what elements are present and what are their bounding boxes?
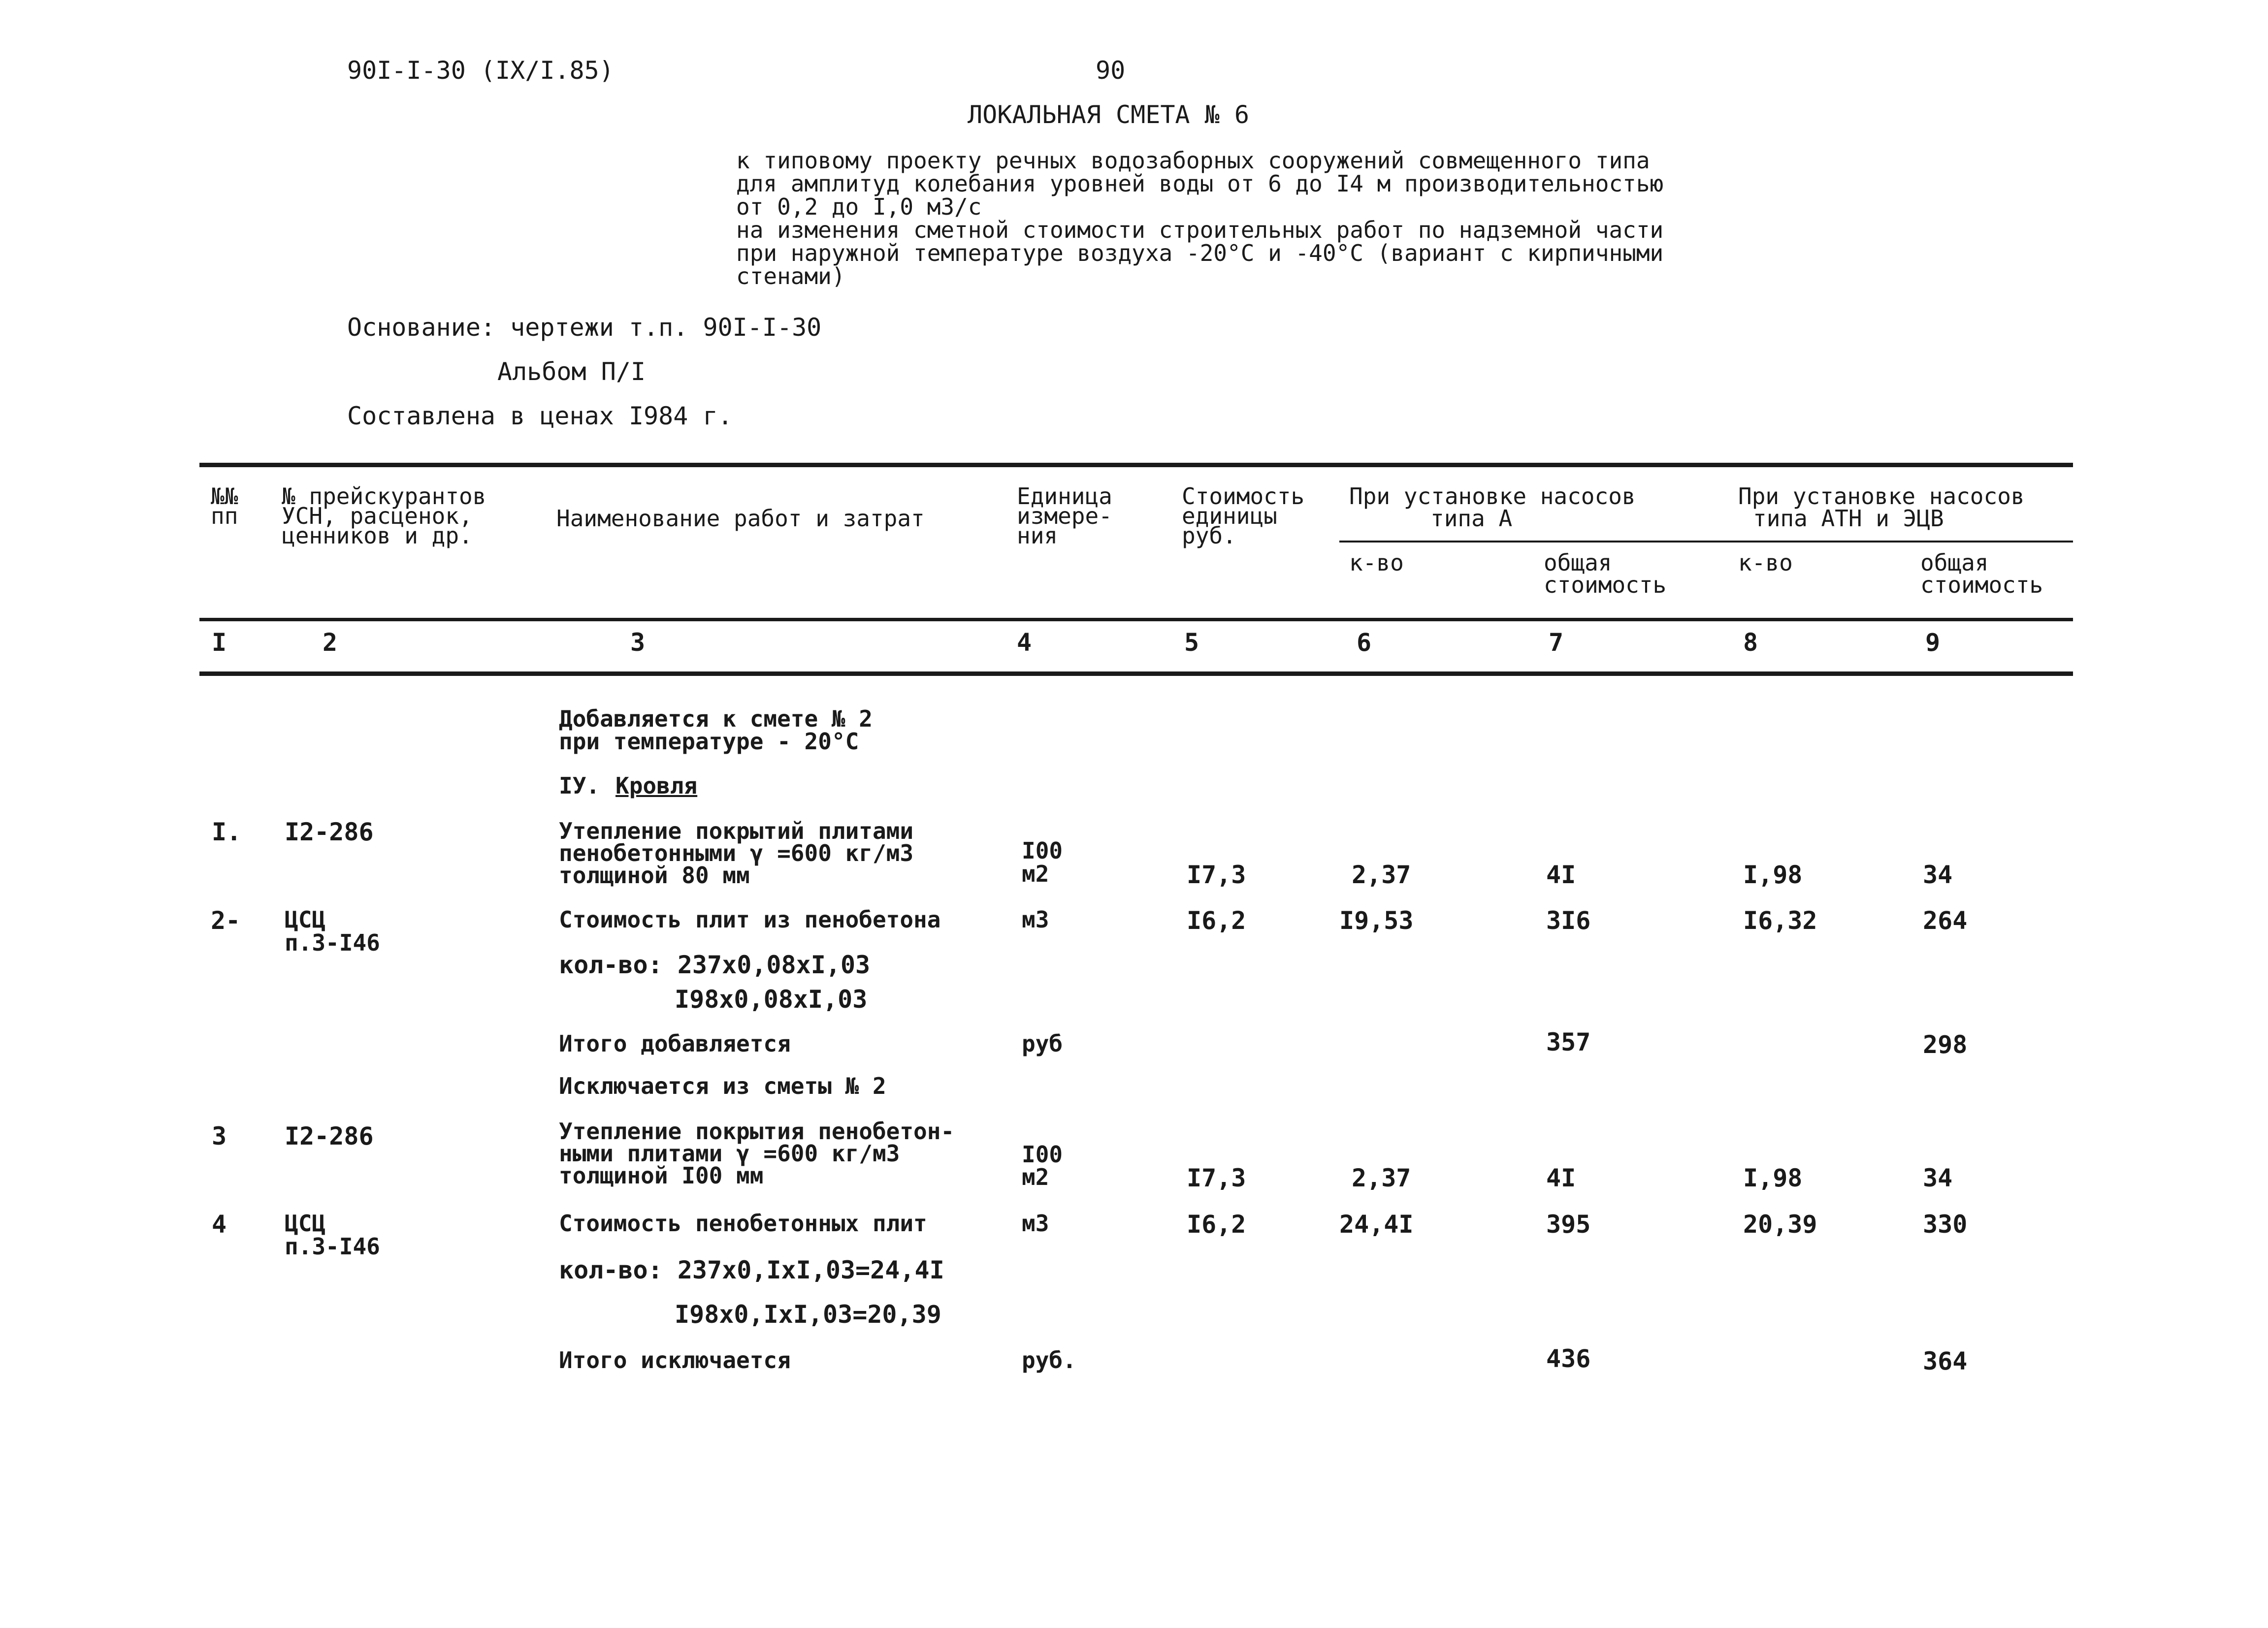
header-group-b-2: типа АТН и ЭЦВ xyxy=(1753,505,1944,532)
subtotal-total-a: 436 xyxy=(1546,1344,1591,1373)
row-total-a: 4I xyxy=(1546,1164,1576,1192)
row-qty-a: 2,37 xyxy=(1352,1164,1411,1192)
column-number: 4 xyxy=(1017,628,1032,657)
section-heading-number: IУ. xyxy=(559,772,600,799)
row-name: Утепление покрытий плитами xyxy=(559,818,914,844)
document-title: ЛОКАЛЬНАЯ СМЕТА № 6 xyxy=(968,100,1249,129)
section-added-title: Добавляется к смете № 2 xyxy=(559,705,873,732)
row-code: ЦСЦ xyxy=(285,906,326,933)
header-pricelist: № прейскурантов xyxy=(282,483,486,510)
prices-line: Составлена в ценах I984 г. xyxy=(347,402,733,430)
header-group-b: При установке насосов xyxy=(1738,483,2025,510)
subtitle-line-3: от 0,2 до I,0 м3/с xyxy=(736,193,982,220)
row-qty-b: I,98 xyxy=(1743,1164,1803,1192)
header-group-a-2: типа А xyxy=(1430,505,1513,532)
quantity-calculation-2: I98х0,IхI,03=20,39 xyxy=(675,1300,941,1329)
row-qty-b: 20,39 xyxy=(1743,1210,1817,1239)
row-unit-price: I6,2 xyxy=(1187,1210,1246,1239)
row-number: I. xyxy=(212,818,242,846)
column-number: 5 xyxy=(1184,628,1199,657)
quantity-calculation: кол-во: 237х0,IхI,03=24,4I xyxy=(559,1256,944,1284)
row-total-b: 34 xyxy=(1923,861,1953,889)
header-unit-cost: Стоимость xyxy=(1182,483,1305,510)
header-unit-cost-2: единицы xyxy=(1182,503,1277,529)
quantity-calculation-2: I98х0,08хI,03 xyxy=(675,985,868,1014)
row-qty-a: 2,37 xyxy=(1352,861,1411,889)
row-total-a: 395 xyxy=(1546,1210,1591,1239)
row-code-2: п.3-I46 xyxy=(285,929,380,956)
column-number: 6 xyxy=(1357,628,1372,657)
header-unit-3: ния xyxy=(1017,522,1058,549)
header-unit: Единица xyxy=(1017,483,1112,510)
row-unit: I00 xyxy=(1022,1141,1063,1168)
header-work-name: Наименование работ и затрат xyxy=(556,505,925,532)
subtitle-line-4: на изменения сметной стоимости строительных работ по надземной части xyxy=(736,217,1664,243)
row-code: I2-286 xyxy=(285,1122,374,1150)
subtitle-line-2: для амплитуд колебания уровней воды от 6 до I4 м производительностью xyxy=(736,170,1664,197)
subtotal-label: Итого добавляется xyxy=(559,1030,791,1057)
row-name-3: толщиной I00 мм xyxy=(559,1162,764,1189)
row-number: 3 xyxy=(212,1122,227,1150)
column-number-rule xyxy=(199,671,2073,676)
subtotal-total-b: 298 xyxy=(1923,1030,1968,1059)
header-total-a: общая xyxy=(1544,549,1612,576)
quantity-calculation: кол-во: 237х0,08хI,03 xyxy=(559,951,871,979)
row-qty-b: I6,32 xyxy=(1743,906,1817,935)
basis-line: Основание: чертежи т.п. 90I-I-30 xyxy=(347,313,822,342)
column-number: 2 xyxy=(323,628,338,657)
row-name: Стоимость плит из пенобетона xyxy=(559,906,941,933)
row-number: 4 xyxy=(212,1210,227,1239)
section-heading: Кровля xyxy=(616,772,698,799)
row-name: Стоимость пенобетонных плит xyxy=(559,1210,927,1237)
row-total-b: 34 xyxy=(1923,1164,1953,1192)
column-number: 3 xyxy=(630,628,646,657)
header-row-number-2: пп xyxy=(211,503,238,529)
column-number: 9 xyxy=(1925,628,1941,657)
header-bottom-rule xyxy=(199,618,2073,621)
page-number: 90 xyxy=(1096,56,1126,85)
row-name-2: пенобетонными γ =600 кг/м3 xyxy=(559,840,914,866)
row-unit: I00 xyxy=(1022,837,1063,864)
row-name: Утепление покрытия пенобетон- xyxy=(559,1118,955,1145)
header-total-b: общая xyxy=(1920,549,1989,576)
row-qty-a: 24,4I xyxy=(1339,1210,1414,1239)
album-line: Альбом П/I xyxy=(497,357,646,386)
subtotal-total-a: 357 xyxy=(1546,1028,1591,1056)
row-total-b: 330 xyxy=(1923,1210,1968,1239)
header-pricelist-3: ценников и др. xyxy=(282,522,473,549)
header-total-b-2: стоимость xyxy=(1920,572,2043,598)
header-unit-2: измере- xyxy=(1017,503,1112,529)
row-qty-b: I,98 xyxy=(1743,861,1803,889)
row-unit-2: м2 xyxy=(1022,861,1049,887)
row-code: I2-286 xyxy=(285,818,374,846)
row-code: ЦСЦ xyxy=(285,1210,326,1237)
subtotal-unit: руб xyxy=(1022,1030,1063,1057)
subtotal-unit: руб. xyxy=(1022,1347,1076,1373)
row-total-a: 3I6 xyxy=(1546,906,1591,935)
row-qty-a: I9,53 xyxy=(1339,906,1414,935)
row-unit-2: м2 xyxy=(1022,1164,1049,1190)
row-unit-price: I7,3 xyxy=(1187,861,1246,889)
section-excluded-title: Исключается из сметы № 2 xyxy=(559,1073,886,1099)
subtotal-label: Итого исключается xyxy=(559,1347,791,1373)
row-name-3: толщиной 80 мм xyxy=(559,862,750,889)
row-unit-price: I6,2 xyxy=(1187,906,1246,935)
document-code: 90I-I-30 (IX/I.85) xyxy=(347,56,614,85)
header-pricelist-2: УСН, расценок, xyxy=(282,503,473,529)
row-number: 2- xyxy=(211,906,241,935)
row-total-a: 4I xyxy=(1546,861,1576,889)
header-group-a: При установке насосов xyxy=(1349,483,1636,510)
subtitle-line-1: к типовому проекту речных водозаборных сооружений совмещенного типа xyxy=(736,147,1650,174)
column-number: 7 xyxy=(1549,628,1564,657)
row-total-b: 264 xyxy=(1923,906,1968,935)
row-unit-price: I7,3 xyxy=(1187,1164,1246,1192)
row-code-2: п.3-I46 xyxy=(285,1233,380,1260)
header-total-a-2: стоимость xyxy=(1544,572,1667,598)
subtitle-line-5: при наружной температуре воздуха -20°С и -40°С (вариант с кирпичными xyxy=(736,240,1664,266)
group-subheader-rule xyxy=(1339,541,2073,543)
header-row-number: №№ xyxy=(211,483,238,510)
subtotal-total-b: 364 xyxy=(1923,1347,1968,1375)
column-number: I xyxy=(212,628,227,657)
column-number: 8 xyxy=(1743,628,1758,657)
row-unit: м3 xyxy=(1022,1210,1049,1237)
table-top-rule xyxy=(199,463,2073,467)
row-unit: м3 xyxy=(1022,906,1049,933)
header-qty-a: к-во xyxy=(1349,549,1404,576)
header-qty-b: к-во xyxy=(1738,549,1793,576)
row-name-2: ными плитами γ =600 кг/м3 xyxy=(559,1140,900,1167)
section-added-title-2: при температуре - 20°С xyxy=(559,728,859,755)
header-unit-cost-3: руб. xyxy=(1182,522,1236,549)
subtitle-line-6: стенами) xyxy=(736,263,845,289)
